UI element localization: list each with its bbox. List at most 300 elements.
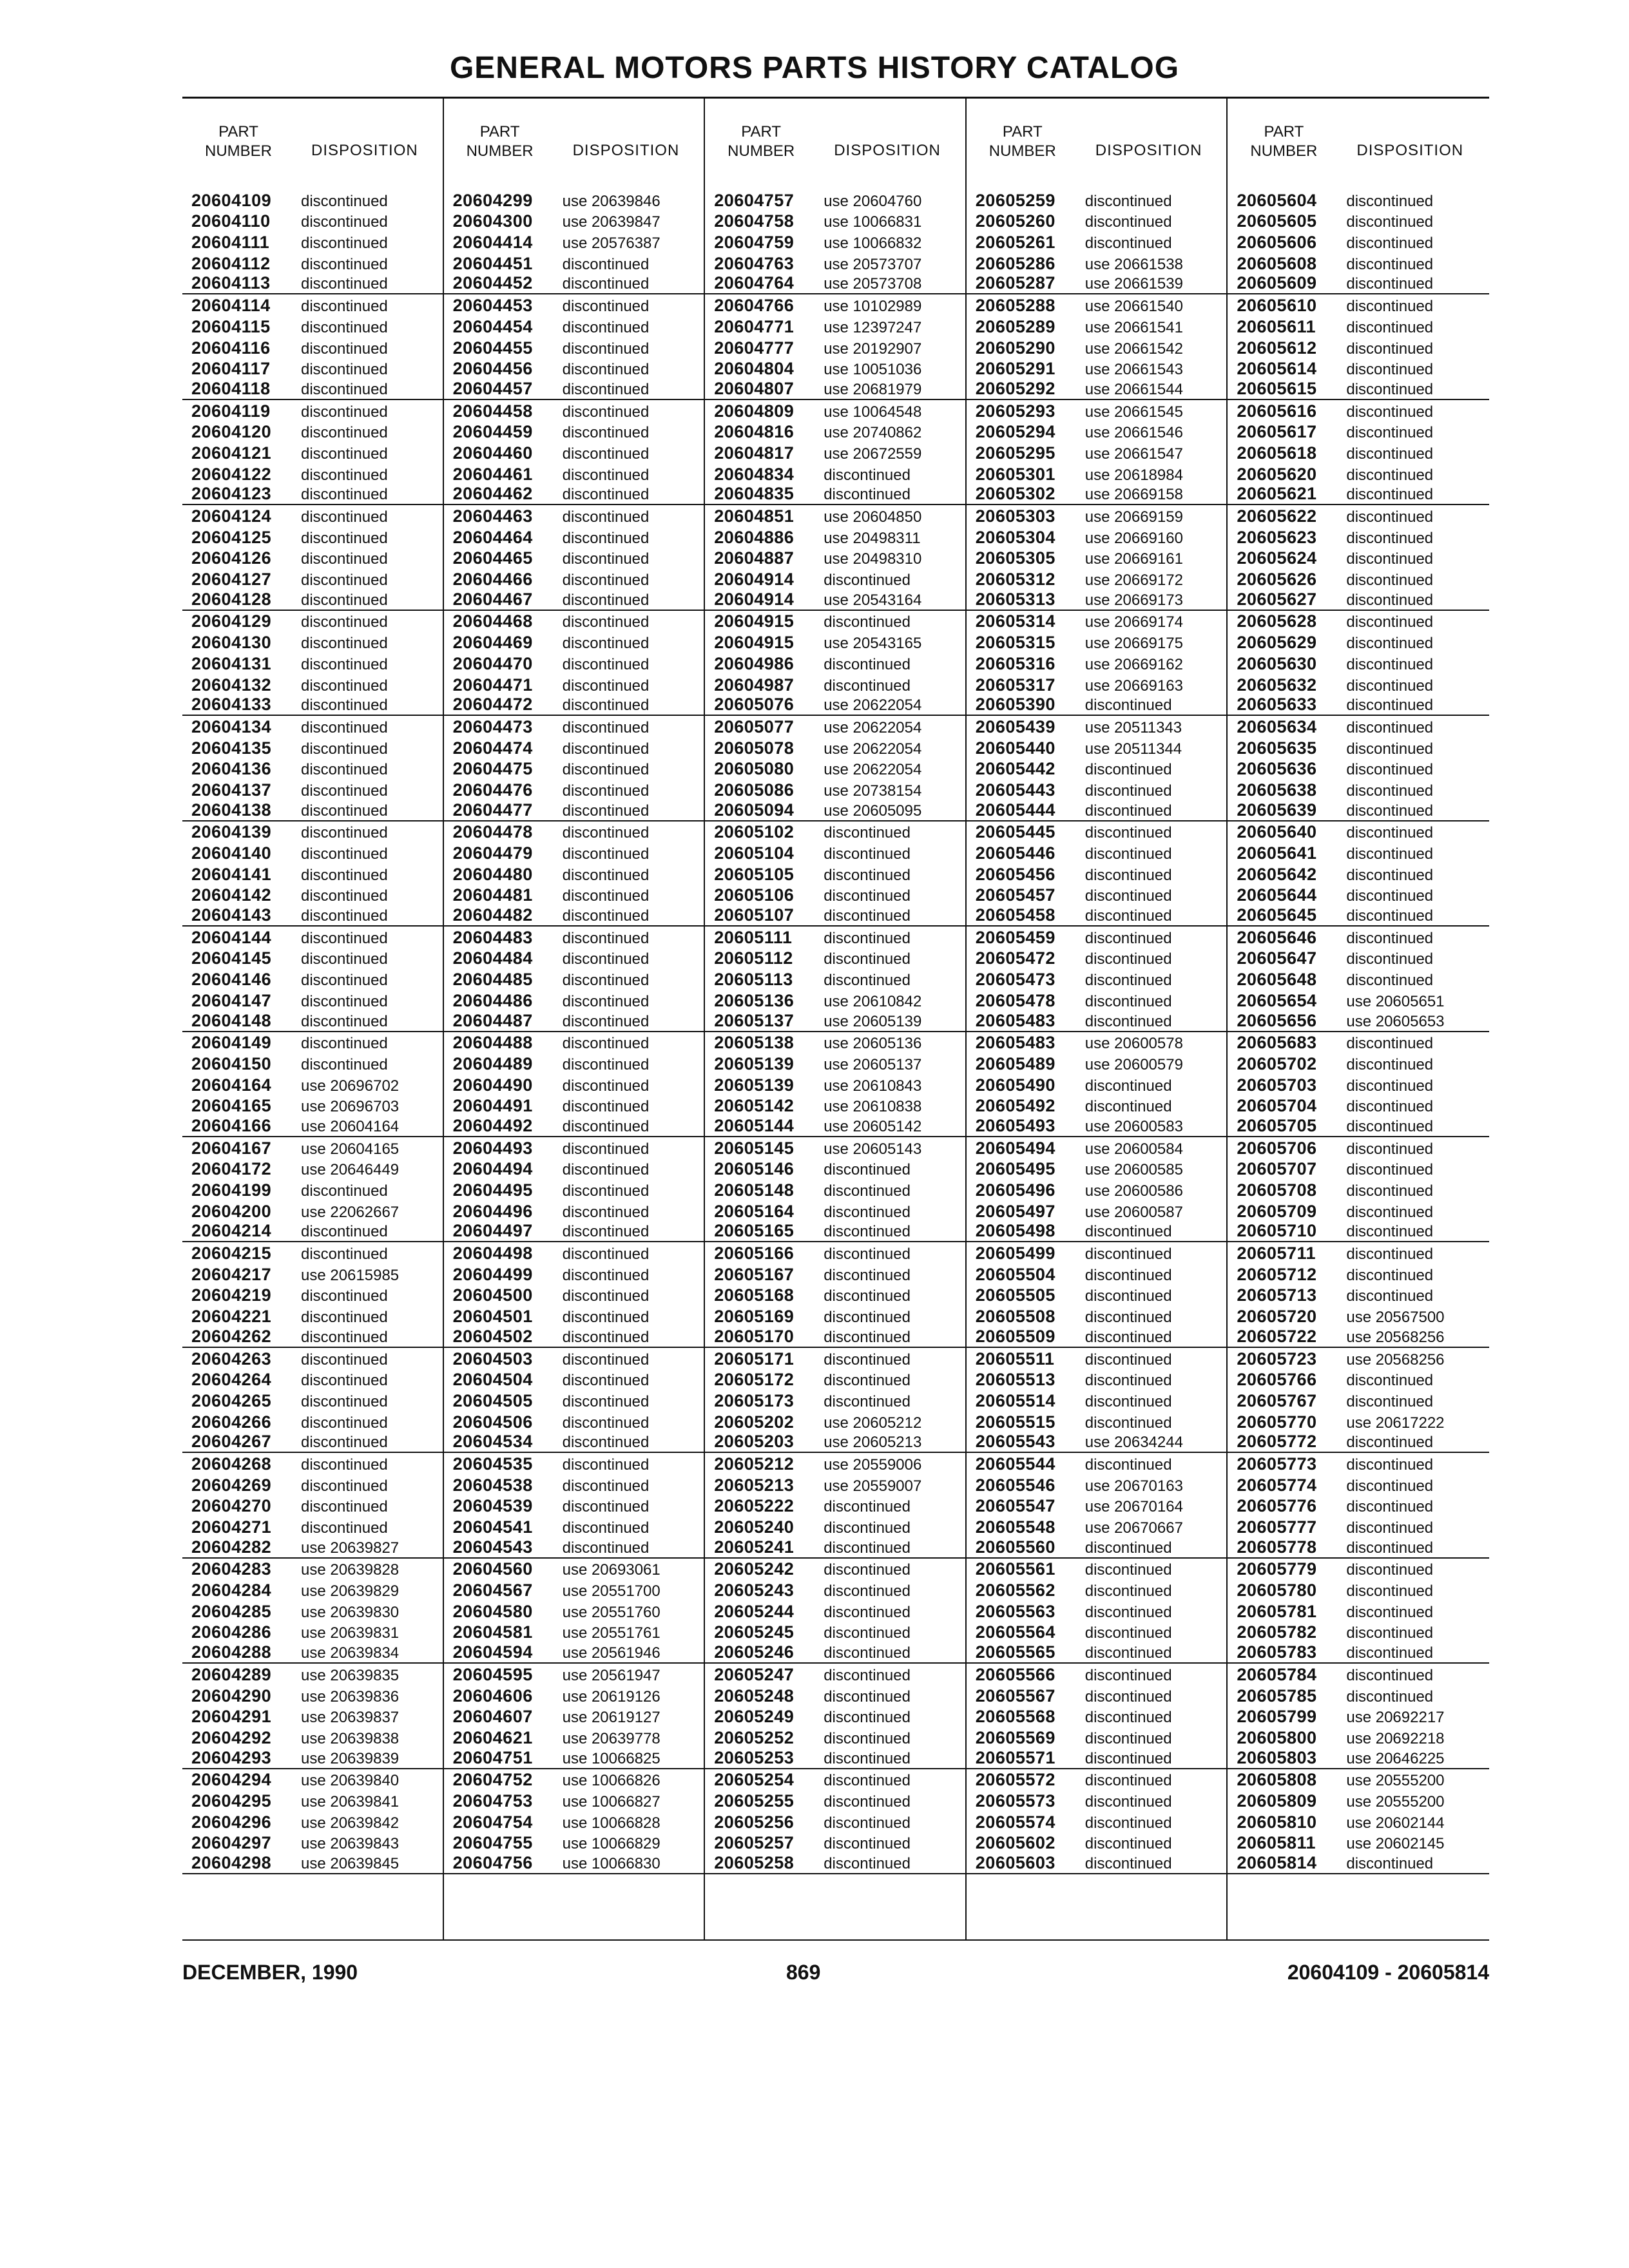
table-row bbox=[705, 1832, 965, 1854]
disposition: discontinued bbox=[1346, 1434, 1434, 1452]
disposition: use 20551760 bbox=[562, 1603, 660, 1621]
part-number: 20604809 bbox=[714, 401, 795, 421]
disposition: discontinued bbox=[562, 380, 650, 398]
part-number: 20604543 bbox=[452, 1537, 533, 1557]
disposition: use 20669158 bbox=[1084, 486, 1183, 504]
disposition: use 20576387 bbox=[562, 235, 660, 253]
disposition: discontinued bbox=[301, 1035, 388, 1053]
part-number: 20605440 bbox=[975, 738, 1055, 758]
disposition: discontinued bbox=[301, 403, 388, 421]
disposition: use 20634244 bbox=[1084, 1434, 1183, 1452]
disposition: discontinued bbox=[301, 361, 388, 379]
table-row bbox=[182, 1748, 443, 1769]
part-number: 20604887 bbox=[714, 548, 795, 568]
disposition: use 20600587 bbox=[1084, 1203, 1183, 1221]
part-number: 20604482 bbox=[452, 905, 533, 925]
part-number: 20605165 bbox=[714, 1221, 795, 1241]
part-number: 20605617 bbox=[1237, 422, 1317, 442]
part-number: 20604114 bbox=[191, 296, 271, 316]
part-number: 20605644 bbox=[1237, 885, 1317, 905]
table-row bbox=[182, 485, 443, 506]
table-row bbox=[1228, 695, 1489, 716]
part-number: 20605139 bbox=[714, 1053, 795, 1073]
table-row bbox=[182, 1032, 443, 1053]
table-row bbox=[705, 1811, 965, 1832]
part-number: 20604594 bbox=[452, 1642, 533, 1662]
table-row bbox=[182, 653, 443, 674]
part-number: 20605261 bbox=[975, 233, 1055, 253]
table-row bbox=[1228, 674, 1489, 695]
table-row bbox=[182, 885, 443, 906]
disposition: discontinued bbox=[1346, 1055, 1434, 1073]
table-row bbox=[967, 1537, 1227, 1559]
table-row bbox=[1228, 611, 1489, 632]
table-row bbox=[705, 1706, 965, 1727]
part-number: 20604270 bbox=[191, 1496, 272, 1516]
part-number: 20604263 bbox=[191, 1349, 272, 1369]
disposition: discontinued bbox=[1346, 1687, 1434, 1706]
table-row bbox=[967, 1474, 1227, 1495]
part-number: 20605493 bbox=[975, 1115, 1055, 1135]
disposition: discontinued bbox=[1084, 907, 1172, 925]
table-row bbox=[967, 1727, 1227, 1748]
disposition: use 20605142 bbox=[824, 1117, 922, 1135]
disposition: discontinued bbox=[1346, 1287, 1434, 1305]
part-number: 20604122 bbox=[191, 464, 272, 484]
table-row bbox=[967, 316, 1227, 337]
disposition: discontinued bbox=[824, 1161, 911, 1179]
part-number: 20605504 bbox=[975, 1264, 1055, 1284]
table-row bbox=[182, 1495, 443, 1517]
disposition: discontinued bbox=[1346, 1644, 1434, 1662]
part-number: 20605648 bbox=[1237, 970, 1317, 990]
table-row bbox=[705, 1748, 965, 1769]
table-row bbox=[444, 1664, 704, 1685]
table-row bbox=[1228, 990, 1489, 1011]
table-row bbox=[705, 463, 965, 485]
table-row bbox=[1228, 1305, 1489, 1327]
table-row bbox=[705, 211, 965, 232]
table-row bbox=[182, 337, 443, 358]
table-row bbox=[705, 1179, 965, 1200]
table-row bbox=[967, 1074, 1227, 1095]
table-row bbox=[967, 1348, 1227, 1369]
table-row bbox=[1228, 1369, 1489, 1390]
disposition: use 10051036 bbox=[824, 361, 922, 379]
part-number: 20604754 bbox=[452, 1812, 533, 1832]
disposition: use 20605136 bbox=[824, 1035, 922, 1053]
disposition: use 20669175 bbox=[1084, 635, 1183, 653]
table-row bbox=[967, 1432, 1227, 1454]
part-number: 20605505 bbox=[975, 1285, 1055, 1305]
table-row bbox=[967, 1285, 1227, 1306]
table-row bbox=[182, 1790, 443, 1811]
table-row bbox=[1228, 379, 1489, 400]
table-row bbox=[444, 1474, 704, 1495]
table-row bbox=[182, 505, 443, 526]
table-row bbox=[967, 463, 1227, 485]
part-number: 20604607 bbox=[452, 1707, 533, 1727]
disposition: discontinued bbox=[562, 1498, 650, 1516]
table-row bbox=[1228, 1664, 1489, 1685]
disposition: discontinued bbox=[824, 486, 911, 504]
part-number: 20605317 bbox=[975, 675, 1055, 695]
part-number: 20604535 bbox=[452, 1454, 533, 1474]
disposition: discontinued bbox=[301, 1012, 388, 1030]
catalog-column bbox=[705, 97, 967, 1939]
disposition: use 10066831 bbox=[824, 213, 922, 231]
part-number-heading bbox=[726, 122, 796, 161]
table-row bbox=[182, 1011, 443, 1032]
table-row bbox=[444, 1579, 704, 1600]
disposition: discontinued bbox=[301, 572, 388, 590]
part-number: 20605612 bbox=[1237, 338, 1317, 358]
table-row bbox=[444, 1853, 704, 1874]
table-row bbox=[444, 822, 704, 843]
table-row bbox=[705, 1348, 965, 1369]
disposition: discontinued bbox=[1346, 1498, 1434, 1516]
footer-part-range: 20604109 - 20605814 bbox=[1287, 1961, 1489, 1984]
table-row bbox=[1228, 1579, 1489, 1600]
table-row bbox=[705, 274, 965, 295]
disposition: discontinued bbox=[824, 655, 911, 673]
table-row bbox=[1228, 1411, 1489, 1432]
part-number: 20604113 bbox=[191, 273, 271, 293]
part-number: 20605776 bbox=[1237, 1496, 1317, 1516]
part-number: 20605244 bbox=[714, 1601, 795, 1621]
table-row bbox=[444, 1559, 704, 1580]
disposition: discontinued bbox=[1084, 1456, 1172, 1474]
part-number: 20605494 bbox=[975, 1138, 1055, 1158]
part-number: 20604269 bbox=[191, 1475, 272, 1495]
disposition: use 20646449 bbox=[301, 1161, 400, 1179]
table-row bbox=[444, 674, 704, 695]
part-number: 20605706 bbox=[1237, 1138, 1317, 1158]
table-row bbox=[444, 1011, 704, 1032]
table-row bbox=[444, 1369, 704, 1390]
part-number: 20605288 bbox=[975, 296, 1055, 316]
table-row bbox=[705, 358, 965, 380]
part-number: 20604753 bbox=[452, 1791, 533, 1811]
table-row bbox=[1228, 758, 1489, 780]
table-row bbox=[705, 674, 965, 695]
part-number: 20604285 bbox=[191, 1601, 272, 1621]
disposition: discontinued bbox=[1346, 550, 1434, 568]
disposition: discontinued bbox=[824, 1519, 911, 1537]
disposition: discontinued bbox=[1346, 1203, 1434, 1221]
disposition: use 20622054 bbox=[824, 740, 922, 758]
table-row bbox=[444, 1516, 704, 1537]
disposition: discontinued bbox=[562, 1035, 650, 1053]
part-number: 20605777 bbox=[1237, 1517, 1317, 1537]
disposition: discontinued bbox=[1346, 572, 1434, 590]
part-number: 20604146 bbox=[191, 970, 272, 990]
table-row bbox=[182, 400, 443, 421]
disposition: use 20622054 bbox=[824, 718, 922, 736]
disposition: discontinued bbox=[562, 655, 650, 673]
disposition: discontinued bbox=[562, 318, 650, 336]
part-number: 20605704 bbox=[1237, 1096, 1317, 1116]
disposition: use 20602145 bbox=[1346, 1835, 1445, 1853]
part-number: 20605713 bbox=[1237, 1285, 1317, 1305]
part-number: 20605142 bbox=[714, 1096, 795, 1116]
disposition: discontinued bbox=[1346, 613, 1434, 631]
part-number: 20605810 bbox=[1237, 1812, 1317, 1832]
table-row bbox=[1228, 1706, 1489, 1727]
part-number: 20605246 bbox=[714, 1642, 795, 1662]
disposition: discontinued bbox=[1084, 1561, 1172, 1579]
disposition: discontinued bbox=[1346, 887, 1434, 905]
table-row bbox=[705, 231, 965, 253]
part-number: 20604491 bbox=[452, 1096, 533, 1116]
table-row bbox=[967, 548, 1227, 569]
disposition: use 20693061 bbox=[562, 1561, 660, 1579]
part-number: 20605803 bbox=[1237, 1747, 1317, 1767]
table-row bbox=[705, 822, 965, 843]
part-number: 20604289 bbox=[191, 1664, 272, 1684]
table-row bbox=[967, 1116, 1227, 1137]
table-row bbox=[705, 1453, 965, 1474]
catalog-table bbox=[182, 97, 1489, 1939]
disposition: use 20669172 bbox=[1084, 572, 1183, 590]
disposition: use 20561947 bbox=[562, 1666, 660, 1684]
column-rows bbox=[1228, 189, 1489, 1874]
column-rows bbox=[444, 189, 704, 1874]
part-number: 20604297 bbox=[191, 1833, 272, 1853]
part-number: 20604466 bbox=[452, 570, 533, 590]
disposition: use 20622054 bbox=[824, 761, 922, 779]
disposition: use 20605137 bbox=[824, 1055, 922, 1073]
part-number: 20605459 bbox=[975, 927, 1055, 947]
disposition: discontinued bbox=[301, 1477, 388, 1495]
disposition: discontinued bbox=[824, 1603, 911, 1621]
part-number: 20604286 bbox=[191, 1622, 272, 1642]
disposition: discontinued bbox=[301, 1456, 388, 1474]
table-row bbox=[182, 905, 443, 927]
disposition: discontinued bbox=[1346, 1098, 1434, 1116]
table-row bbox=[705, 1642, 965, 1664]
disposition: discontinued bbox=[824, 1350, 911, 1369]
part-number: 20604150 bbox=[191, 1053, 272, 1073]
disposition: use 20543165 bbox=[824, 635, 922, 653]
table-row bbox=[967, 1495, 1227, 1517]
part-number: 20604110 bbox=[191, 211, 271, 231]
disposition: discontinued bbox=[1346, 1372, 1434, 1390]
part-number: 20605783 bbox=[1237, 1642, 1317, 1662]
disposition: use 20669160 bbox=[1084, 529, 1183, 547]
table-row bbox=[705, 1369, 965, 1390]
part-number: 20605086 bbox=[714, 780, 795, 800]
part-number: 20604475 bbox=[452, 759, 533, 779]
table-row bbox=[705, 1222, 965, 1243]
table-row bbox=[182, 716, 443, 737]
table-row bbox=[1228, 189, 1489, 211]
disposition: discontinued bbox=[1346, 361, 1434, 379]
part-number: 20604452 bbox=[452, 273, 533, 293]
disposition: discontinued bbox=[1346, 1161, 1434, 1179]
part-number: 20605314 bbox=[975, 611, 1055, 631]
table-row bbox=[705, 548, 965, 569]
part-number: 20604294 bbox=[191, 1770, 272, 1790]
table-row bbox=[705, 1137, 965, 1158]
part-number: 20604757 bbox=[714, 190, 795, 210]
disposition: discontinued bbox=[301, 445, 388, 463]
table-row bbox=[1228, 211, 1489, 232]
table-row bbox=[182, 1769, 443, 1791]
column-rows bbox=[967, 189, 1227, 1874]
disposition: use 20661539 bbox=[1084, 275, 1183, 293]
part-number: 20604580 bbox=[452, 1601, 533, 1621]
disposition: discontinued bbox=[562, 1350, 650, 1369]
disposition: use 20511344 bbox=[1084, 740, 1182, 758]
table-row bbox=[967, 1158, 1227, 1180]
part-number: 20605605 bbox=[1237, 211, 1317, 231]
part-number: 20604986 bbox=[714, 653, 795, 673]
part-number: 20605780 bbox=[1237, 1581, 1317, 1600]
part-number: 20605258 bbox=[714, 1853, 795, 1872]
table-row bbox=[967, 231, 1227, 253]
disposition: discontinued bbox=[1084, 1245, 1172, 1264]
table-row bbox=[444, 948, 704, 969]
part-number: 20604264 bbox=[191, 1370, 272, 1390]
table-row bbox=[705, 1579, 965, 1600]
table-row bbox=[967, 885, 1227, 906]
part-number: 20604771 bbox=[714, 316, 795, 336]
part-number: 20605703 bbox=[1237, 1075, 1317, 1095]
table-row bbox=[182, 800, 443, 822]
column-rows bbox=[705, 189, 965, 1874]
disposition: use 20639836 bbox=[301, 1687, 400, 1706]
disposition: discontinued bbox=[1346, 1582, 1434, 1600]
disposition: use 20670163 bbox=[1084, 1477, 1183, 1495]
part-number: 20604468 bbox=[452, 611, 533, 631]
part-number: 20605303 bbox=[975, 506, 1055, 526]
table-row bbox=[182, 463, 443, 485]
part-number: 20605248 bbox=[714, 1686, 795, 1706]
disposition: discontinued bbox=[824, 1203, 911, 1221]
catalog-column bbox=[1228, 97, 1489, 1939]
part-number: 20605293 bbox=[975, 401, 1055, 421]
table-row bbox=[705, 1011, 965, 1032]
part-heading-line2: NUMBER bbox=[466, 142, 534, 160]
disposition: use 20639835 bbox=[301, 1666, 400, 1684]
part-number: 20605646 bbox=[1237, 927, 1317, 947]
part-number: 20605212 bbox=[714, 1454, 795, 1474]
table-row bbox=[444, 758, 704, 780]
disposition: discontinued bbox=[824, 1624, 911, 1642]
part-number: 20604766 bbox=[714, 296, 795, 316]
table-row bbox=[444, 294, 704, 316]
part-number: 20604595 bbox=[452, 1664, 533, 1684]
part-number: 20604506 bbox=[452, 1412, 533, 1432]
part-number: 20605444 bbox=[975, 800, 1055, 820]
table-row bbox=[705, 1432, 965, 1454]
disposition: discontinued bbox=[562, 1456, 650, 1474]
part-number: 20604117 bbox=[191, 359, 271, 379]
table-row bbox=[1228, 968, 1489, 990]
part-number: 20605618 bbox=[1237, 443, 1317, 463]
disposition: discontinued bbox=[1084, 1814, 1172, 1832]
table-row bbox=[967, 948, 1227, 969]
disposition: use 20661546 bbox=[1084, 424, 1183, 442]
disposition: discontinued bbox=[301, 298, 388, 316]
disposition: use 20639831 bbox=[301, 1624, 400, 1642]
table-row bbox=[967, 1095, 1227, 1117]
disposition: discontinued bbox=[562, 1328, 650, 1346]
part-number: 20604288 bbox=[191, 1642, 272, 1662]
table-row bbox=[444, 568, 704, 590]
disposition: discontinued bbox=[562, 466, 650, 484]
table-row bbox=[1228, 1348, 1489, 1369]
disposition: use 20740862 bbox=[824, 424, 922, 442]
disposition: discontinued bbox=[824, 1328, 911, 1346]
table-row bbox=[1228, 1390, 1489, 1411]
disposition: discontinued bbox=[1084, 1666, 1172, 1684]
disposition: use 20661547 bbox=[1084, 445, 1183, 463]
part-number: 20605202 bbox=[714, 1412, 795, 1432]
part-number: 20605492 bbox=[975, 1096, 1055, 1116]
disposition: use 20639843 bbox=[301, 1835, 400, 1853]
disposition: use 20661540 bbox=[1084, 298, 1183, 316]
table-row bbox=[1228, 526, 1489, 548]
part-number: 20605222 bbox=[714, 1496, 795, 1516]
table-row bbox=[182, 442, 443, 463]
disposition: discontinued bbox=[1346, 1519, 1434, 1537]
part-number: 20605290 bbox=[975, 338, 1055, 358]
table-row bbox=[444, 231, 704, 253]
part-number: 20605622 bbox=[1237, 506, 1317, 526]
part-number: 20605772 bbox=[1237, 1432, 1317, 1452]
table-row bbox=[705, 990, 965, 1011]
part-number: 20604132 bbox=[191, 675, 272, 695]
part-number: 20605515 bbox=[975, 1412, 1055, 1432]
disposition: discontinued bbox=[1346, 1855, 1434, 1872]
part-number: 20605627 bbox=[1237, 589, 1317, 609]
disposition: discontinued bbox=[824, 1666, 911, 1684]
table-row bbox=[444, 1432, 704, 1454]
disposition: use 20604760 bbox=[824, 192, 922, 210]
disposition: discontinued bbox=[824, 1561, 911, 1579]
part-number: 20604463 bbox=[452, 506, 533, 526]
part-number: 20604126 bbox=[191, 548, 272, 568]
part-number: 20604295 bbox=[191, 1791, 272, 1811]
table-row bbox=[182, 253, 443, 274]
part-number: 20604500 bbox=[452, 1285, 533, 1305]
part-number: 20605609 bbox=[1237, 273, 1317, 293]
part-number: 20605602 bbox=[975, 1833, 1055, 1853]
table-row bbox=[444, 968, 704, 990]
part-number: 20605705 bbox=[1237, 1115, 1317, 1135]
table-row bbox=[182, 1158, 443, 1180]
disposition: discontinued bbox=[301, 318, 388, 336]
disposition: discontinued bbox=[1084, 1772, 1172, 1790]
disposition: discontinued bbox=[1346, 1223, 1434, 1241]
part-number: 20605606 bbox=[1237, 233, 1317, 253]
part-number: 20605144 bbox=[714, 1115, 795, 1135]
disposition: discontinued bbox=[1346, 782, 1434, 800]
disposition: use 20669163 bbox=[1084, 677, 1183, 695]
part-number: 20604262 bbox=[191, 1326, 272, 1346]
disposition: discontinued bbox=[1346, 677, 1434, 695]
disposition: use 20498310 bbox=[824, 550, 922, 568]
table-row bbox=[705, 568, 965, 590]
table-row bbox=[444, 400, 704, 421]
part-number: 20604172 bbox=[191, 1159, 272, 1179]
part-number: 20605456 bbox=[975, 864, 1055, 884]
disposition: discontinued bbox=[1346, 1035, 1434, 1053]
part-number: 20605628 bbox=[1237, 611, 1317, 631]
table-row bbox=[967, 695, 1227, 716]
